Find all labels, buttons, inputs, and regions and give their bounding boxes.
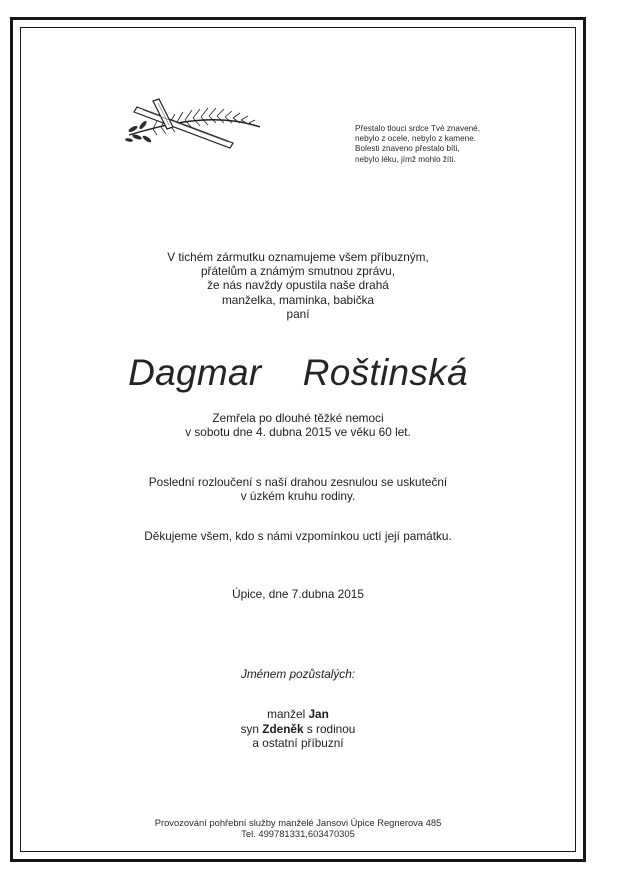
family-others: a ostatní příbuzní bbox=[252, 736, 344, 751]
announcement-line: V tichém zármutku oznamujeme všem příbuzným, bbox=[167, 250, 429, 264]
relation-label: syn bbox=[240, 721, 263, 736]
death-notice-line: v sobotu dne 4. dubna 2015 ve věku 60 let. bbox=[185, 425, 411, 440]
announcement-line: přátelům a známým smutnou zprávu, bbox=[200, 264, 396, 279]
footer-phone: Tel. 499781331,603470305 bbox=[241, 828, 355, 840]
announcement-line: manželka, maminka, babička bbox=[221, 292, 375, 307]
on-behalf-heading: Jménem pozůstalých: bbox=[240, 667, 356, 681]
footer-company: Provozování pohřební služby manželé Jansovi Úpice Regnerova 485 bbox=[154, 817, 442, 828]
announcement bbox=[20, 250, 576, 321]
relation-suffix: s rodinou bbox=[303, 721, 356, 736]
poem-line: nebylo léku, jímž mohlo žíti. bbox=[355, 154, 456, 164]
farewell-line: Poslední rozloučení s naší drahou zesnulou se uskuteční bbox=[148, 475, 448, 489]
announcement-line: že nás navždy opustila naše drahá bbox=[207, 278, 389, 293]
poem-line: Bolesti znaveno přestalo bíti, bbox=[355, 144, 460, 154]
death-notice bbox=[20, 411, 576, 439]
poem-line: Přestalo tlouci srdce Tvé znavené, bbox=[355, 124, 480, 133]
member-name: Jan bbox=[308, 707, 329, 721]
family-member-husband bbox=[20, 707, 576, 722]
cross-palm-branch-icon bbox=[123, 95, 263, 150]
member-name: Zdeněk bbox=[262, 721, 304, 736]
footer bbox=[20, 817, 576, 840]
relation-label: manžel bbox=[267, 707, 309, 721]
poem bbox=[355, 124, 480, 165]
death-notice-line: Zemřela po dlouhé těžké nemoci bbox=[212, 411, 384, 425]
family-list bbox=[20, 707, 576, 751]
deceased-name: Dagmar Roštinská bbox=[128, 352, 468, 393]
family-member-son bbox=[20, 722, 576, 737]
place-date: Úpice, dne 7.dubna 2015 bbox=[232, 587, 364, 601]
thanks-line: Děkujeme všem, kdo s námi vzpomínkou uctí její památku. bbox=[144, 529, 452, 543]
farewell-notice bbox=[20, 475, 576, 503]
farewell-line: v úzkém kruhu rodiny. bbox=[240, 489, 356, 504]
announcement-line: paní bbox=[286, 306, 310, 321]
poem-line: nebylo z ocele, nebylo z kamene. bbox=[355, 134, 477, 144]
